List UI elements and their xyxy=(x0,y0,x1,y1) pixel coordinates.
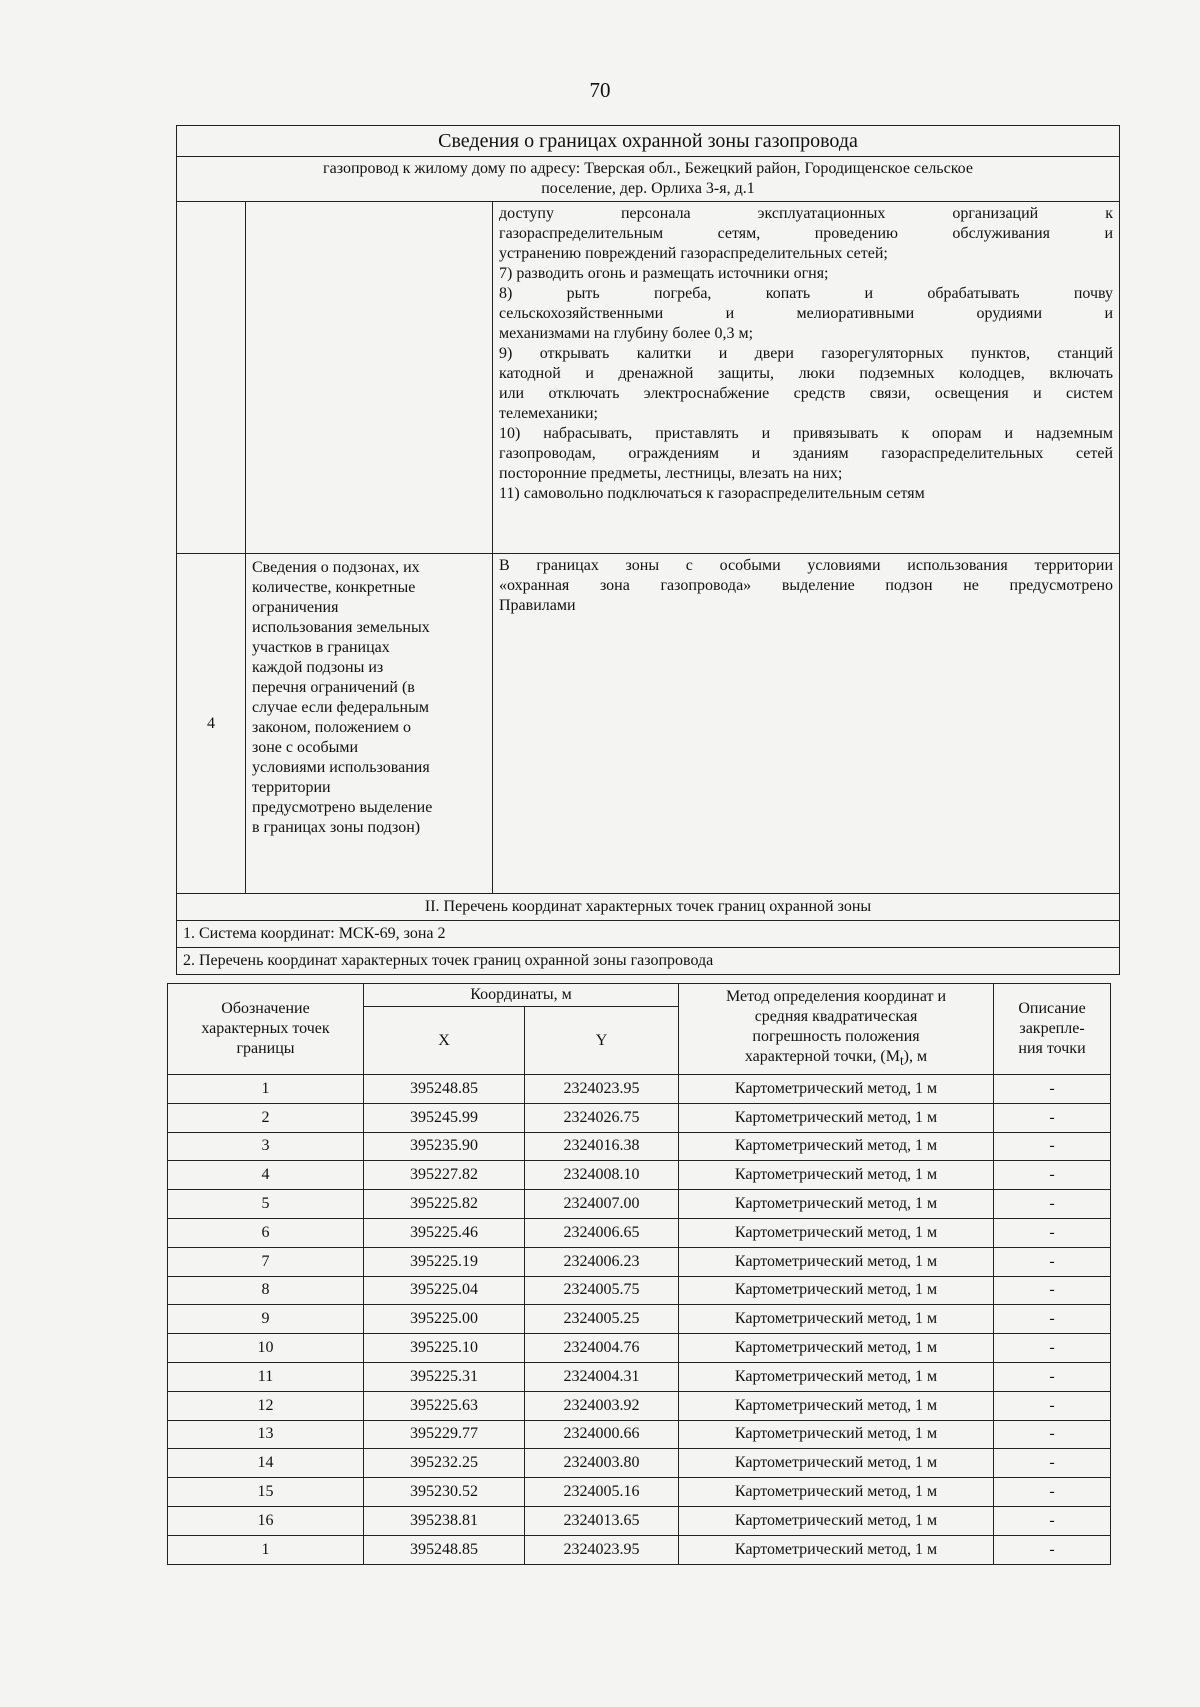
table-row xyxy=(168,1132,1111,1161)
coord-y: 2324005.75 xyxy=(525,1276,679,1305)
coord-y: 2324006.65 xyxy=(525,1218,679,1247)
method: Картометрический метод, 1 м xyxy=(679,1276,994,1305)
method: Картометрический метод, 1 м xyxy=(679,1506,994,1535)
point-number: 1 xyxy=(168,1075,364,1104)
method: Картометрический метод, 1 м xyxy=(679,1103,994,1132)
restrictions-line: доступу персонала эксплуатационных организаций к xyxy=(499,205,1114,222)
subzones-label-line: Сведения о подзонах, их xyxy=(252,559,420,576)
point-number: 2 xyxy=(168,1103,364,1132)
point-description: - xyxy=(994,1334,1111,1363)
point-number: 16 xyxy=(168,1506,364,1535)
coord-x: 395225.00 xyxy=(364,1305,525,1334)
header-y: Y xyxy=(525,1007,679,1075)
coord-y: 2324006.23 xyxy=(525,1247,679,1276)
subzones-label-line: зоне с особыми xyxy=(252,739,359,756)
table-row xyxy=(168,1362,1111,1391)
point-description: - xyxy=(994,1247,1111,1276)
coordinate-list-title: 2. Перечень координат характерных точек границ охранной зоны газопровода xyxy=(177,948,1120,975)
restrictions-line: 11) самовольно подключаться к газораспределительным сетям xyxy=(499,485,925,502)
method: Картометрический метод, 1 м xyxy=(679,1362,994,1391)
coord-x: 395248.85 xyxy=(364,1535,525,1564)
point-number: 12 xyxy=(168,1391,364,1420)
point-description: - xyxy=(994,1478,1111,1507)
method: Картометрический метод, 1 м xyxy=(679,1391,994,1420)
header-designation: Обозначение характерных точек границы xyxy=(168,984,364,1075)
coord-y: 2324013.65 xyxy=(525,1506,679,1535)
subzones-label-line: ограничения xyxy=(252,599,339,616)
restrictions-line: 10) набрасывать, приставлять и привязывать к опорам и надземным xyxy=(499,425,1114,442)
section-2-title: II. Перечень координат характерных точек границ охранной зоны xyxy=(177,894,1120,921)
coord-y: 2324007.00 xyxy=(525,1190,679,1219)
coord-y: 2324003.92 xyxy=(525,1391,679,1420)
point-number: 6 xyxy=(168,1218,364,1247)
pipeline-address xyxy=(177,157,1120,202)
point-number: 14 xyxy=(168,1449,364,1478)
table-row xyxy=(168,1449,1111,1478)
coord-y: 2324023.95 xyxy=(525,1535,679,1564)
coord-y: 2324016.38 xyxy=(525,1132,679,1161)
coord-x: 395225.82 xyxy=(364,1190,525,1219)
coord-y: 2324004.76 xyxy=(525,1334,679,1363)
restrictions-line: 7) разводить огонь и размещать источники огня; xyxy=(499,265,829,282)
restrictions-line: сельскохозяйственными и мелиоративными орудиями и xyxy=(499,305,1114,322)
subzones-label-line: использования земельных xyxy=(252,619,430,636)
point-description: - xyxy=(994,1535,1111,1564)
point-number: 3 xyxy=(168,1132,364,1161)
subzones-label-line: территории xyxy=(252,779,331,796)
coord-y: 2324003.80 xyxy=(525,1449,679,1478)
table-row xyxy=(168,1218,1111,1247)
point-number: 5 xyxy=(168,1190,364,1219)
point-number: 8 xyxy=(168,1276,364,1305)
subzones-value xyxy=(493,554,1120,894)
table-row xyxy=(168,1478,1111,1507)
restrictions-line: 8) рыть погреба, копать и обрабатывать почву xyxy=(499,285,1114,302)
restrictions-line: катодной и дренажной защиты, люки подземных колодцев, включать xyxy=(499,365,1114,382)
coord-x: 395225.31 xyxy=(364,1362,525,1391)
subzones-label-line: в границах зоны подзон) xyxy=(252,819,421,836)
method: Картометрический метод, 1 м xyxy=(679,1218,994,1247)
coord-x: 395225.63 xyxy=(364,1391,525,1420)
coord-y: 2324004.31 xyxy=(525,1362,679,1391)
coord-y: 2324005.25 xyxy=(525,1305,679,1334)
point-number: 13 xyxy=(168,1420,364,1449)
point-description: - xyxy=(994,1161,1111,1190)
subzones-label-line: случае если федеральным xyxy=(252,699,429,716)
point-description: - xyxy=(994,1420,1111,1449)
point-description: - xyxy=(994,1103,1111,1132)
table-row xyxy=(168,1276,1111,1305)
restrictions-line: газораспределительным сетям, проведению обслуживания и xyxy=(499,225,1114,242)
point-description: - xyxy=(994,1132,1111,1161)
coord-x: 395225.19 xyxy=(364,1247,525,1276)
point-description: - xyxy=(994,1075,1111,1104)
subzones-label-line: каждой подзоны из xyxy=(252,659,384,676)
table-row xyxy=(168,1075,1111,1104)
table-row xyxy=(168,1506,1111,1535)
coord-x: 395229.77 xyxy=(364,1420,525,1449)
point-description: - xyxy=(994,1190,1111,1219)
restrictions-line: 9) открывать калитки и двери газорегуляторных пунктов, станций xyxy=(499,345,1114,362)
coord-x: 395225.04 xyxy=(364,1276,525,1305)
coord-x: 395232.25 xyxy=(364,1449,525,1478)
subzones-label-line: участков в границах xyxy=(252,639,390,656)
coord-x: 395230.52 xyxy=(364,1478,525,1507)
address-line-1: газопровод к жилому дому по адресу: Тверская обл., Бежецкий район, Городищенское сельское xyxy=(323,160,973,177)
restrictions-text xyxy=(493,202,1120,554)
subzones-label-line: условиями использования xyxy=(252,759,430,776)
table-row xyxy=(168,1190,1111,1219)
point-description: - xyxy=(994,1276,1111,1305)
subzones-value-line: В границах зоны с особыми условиями использования территории xyxy=(499,557,1114,574)
restrictions-line: устранению повреждений газораспределительных сетей; xyxy=(499,245,888,262)
point-description: - xyxy=(994,1449,1111,1478)
method: Картометрический метод, 1 м xyxy=(679,1161,994,1190)
subzones-label-line: количестве, конкретные xyxy=(252,579,416,596)
header-description: Описание закрепле- ния точки xyxy=(994,984,1111,1075)
header-x: X xyxy=(364,1007,525,1075)
coordinate-system: 1. Система координат: МСК-69, зона 2 xyxy=(177,921,1120,948)
subzones-value-line: Правилами xyxy=(499,597,576,614)
table-row xyxy=(168,1420,1111,1449)
point-description: - xyxy=(994,1218,1111,1247)
subzones-value-line: «охранная зона газопровода» выделение подзон не предусмотрено xyxy=(499,577,1114,594)
coord-x: 395225.46 xyxy=(364,1218,525,1247)
row-number-cell-empty xyxy=(177,202,246,554)
subzones-label-line: законом, положением о xyxy=(252,719,411,736)
table-row xyxy=(168,1161,1111,1190)
restrictions-line: телемеханики; xyxy=(499,405,598,422)
subzones-label-line: перечня ограничений (в xyxy=(252,679,415,696)
method: Картометрический метод, 1 м xyxy=(679,1449,994,1478)
point-description: - xyxy=(994,1506,1111,1535)
point-number: 4 xyxy=(168,1161,364,1190)
point-number: 7 xyxy=(168,1247,364,1276)
method: Картометрический метод, 1 м xyxy=(679,1478,994,1507)
page-number: 70 xyxy=(589,78,611,102)
coord-x: 395238.81 xyxy=(364,1506,525,1535)
coord-y: 2324026.75 xyxy=(525,1103,679,1132)
point-number: 15 xyxy=(168,1478,364,1507)
header-coordinates: Координаты, м xyxy=(364,984,679,1007)
table-row xyxy=(168,1334,1111,1363)
coord-x: 395225.10 xyxy=(364,1334,525,1363)
coord-y: 2324008.10 xyxy=(525,1161,679,1190)
method: Картометрический метод, 1 м xyxy=(679,1420,994,1449)
coord-x: 395235.90 xyxy=(364,1132,525,1161)
table-row xyxy=(168,1305,1111,1334)
method: Картометрический метод, 1 м xyxy=(679,1247,994,1276)
restrictions-line: посторонние предметы, лестницы, влезать на них; xyxy=(499,465,843,482)
document-title: Сведения о границах охранной зоны газопровода xyxy=(177,126,1120,157)
header-method: Метод определения координат и средняя квадратическая погрешность положения характерной точки, $(M_t)$, м xyxy=(679,984,994,1075)
coord-x: 395245.99 xyxy=(364,1103,525,1132)
subzones-label-line: предусмотрено выделение xyxy=(252,799,433,816)
restrictions-line: механизмами на глубину более 0,3 м; xyxy=(499,325,754,342)
point-number: 1 xyxy=(168,1535,364,1564)
subzones-label xyxy=(246,554,493,894)
method: Картометрический метод, 1 м xyxy=(679,1190,994,1219)
restrictions-line: газопроводам, ограждениям и зданиям газораспределительных сетей xyxy=(499,445,1114,462)
table-row xyxy=(168,1247,1111,1276)
table-row xyxy=(168,1535,1111,1564)
coord-x: 395227.82 xyxy=(364,1161,525,1190)
table-row xyxy=(168,1103,1111,1132)
method: Картометрический метод, 1 м xyxy=(679,1535,994,1564)
method: Картометрический метод, 1 м xyxy=(679,1334,994,1363)
method: Картометрический метод, 1 м xyxy=(679,1075,994,1104)
coord-x: 395248.85 xyxy=(364,1075,525,1104)
point-description: - xyxy=(994,1391,1111,1420)
point-number: 11 xyxy=(168,1362,364,1391)
zone-info-table xyxy=(176,125,1120,975)
point-description: - xyxy=(994,1305,1111,1334)
method: Картометрический метод, 1 м xyxy=(679,1305,994,1334)
point-number: 10 xyxy=(168,1334,364,1363)
point-description: - xyxy=(994,1362,1111,1391)
point-number: 9 xyxy=(168,1305,364,1334)
row-number: 4 xyxy=(177,554,246,894)
address-line-2: поселение, дер. Орлиха 3-я, д.1 xyxy=(541,180,755,197)
coord-y: 2324023.95 xyxy=(525,1075,679,1104)
coord-y: 2324005.16 xyxy=(525,1478,679,1507)
table-row xyxy=(168,1391,1111,1420)
coordinates-table xyxy=(167,983,1111,1565)
coord-y: 2324000.66 xyxy=(525,1420,679,1449)
method: Картометрический метод, 1 м xyxy=(679,1132,994,1161)
row-label-cell-empty xyxy=(246,202,493,554)
restrictions-line: или отключать электроснабжение средств связи, освещения и систем xyxy=(499,385,1114,402)
